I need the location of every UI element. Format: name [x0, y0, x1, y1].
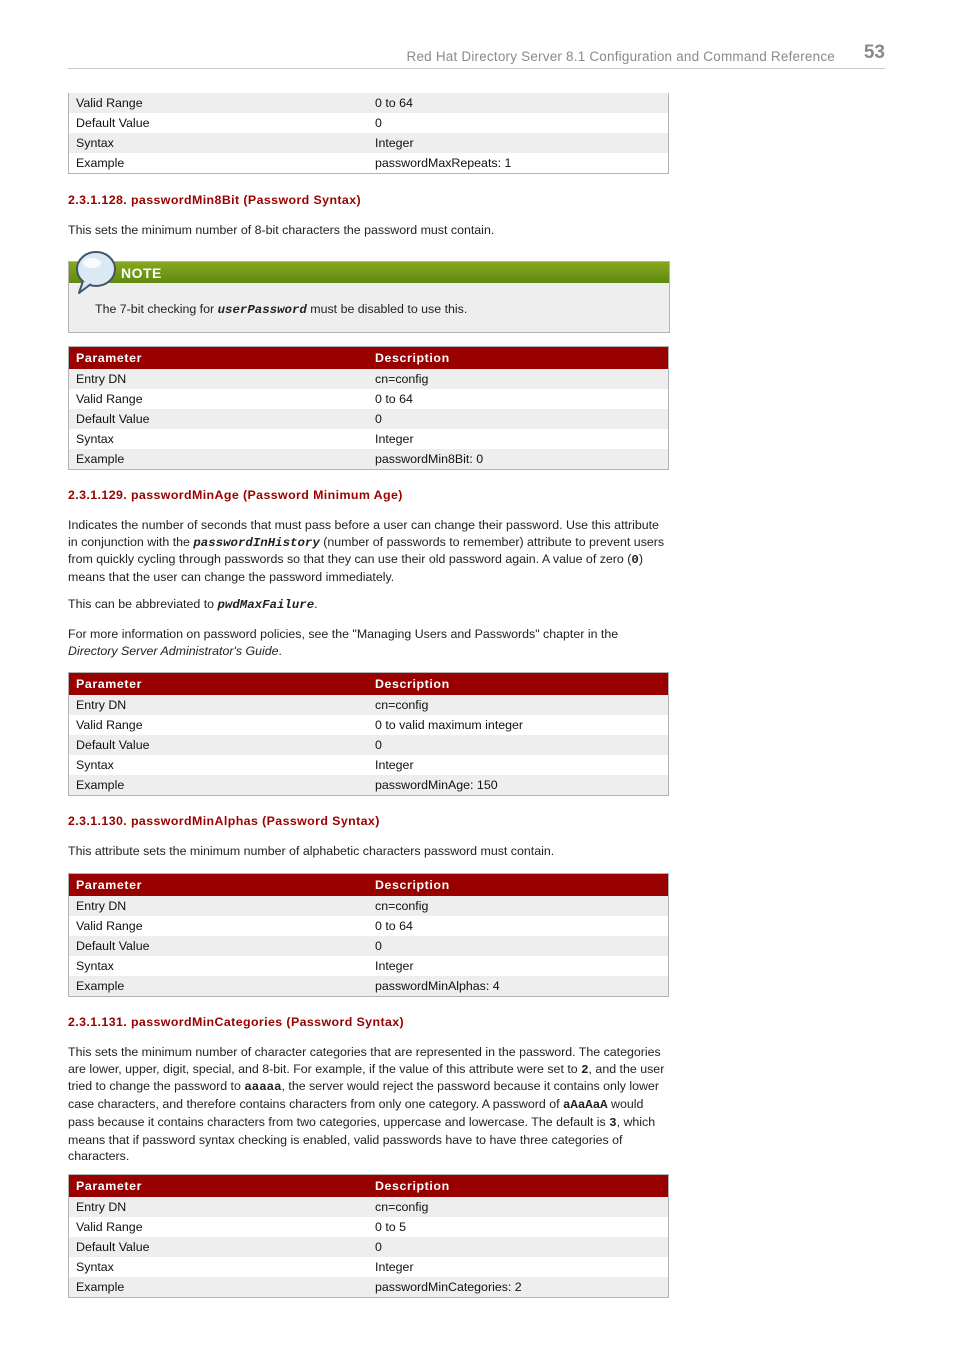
section-heading-passwordminalphas: 2.3.1.130. passwordMinAlphas (Password Syntax): [68, 814, 380, 828]
description-cell: 0 to valid maximum integer: [368, 715, 669, 735]
description-cell: Integer: [368, 133, 669, 153]
parameter-cell: Entry DN: [69, 369, 369, 389]
continued-parameter-table: [68, 93, 669, 174]
section-paragraph: This attribute sets the minimum number of alphabetic characters password must contain.: [68, 844, 555, 858]
description-cell: Integer: [368, 755, 669, 775]
parameter-table-passwordminage: [68, 672, 669, 796]
table-row: [69, 113, 669, 133]
table-row: [69, 715, 669, 735]
table-header-row: [69, 874, 669, 897]
column-header-parameter: Parameter: [69, 347, 369, 370]
note-text: [95, 302, 467, 317]
text-run: This can be abbreviated to: [68, 597, 218, 611]
note-label: NOTE: [121, 265, 162, 281]
table-row: [69, 1197, 669, 1217]
table-row: [69, 775, 669, 796]
description-cell: 0 to 64: [368, 916, 669, 936]
description-cell: 0: [368, 735, 669, 755]
section-heading-passwordmincategories: 2.3.1.131. passwordMinCategories (Password Syntax): [68, 1015, 405, 1029]
description-cell: 0: [368, 409, 669, 429]
section-paragraph: [68, 517, 668, 586]
description-cell: 0 to 64: [368, 93, 669, 113]
parameter-cell: Example: [69, 153, 369, 174]
section-paragraph: [68, 626, 668, 659]
description-cell: Integer: [368, 956, 669, 976]
inline-code: 2: [581, 1062, 589, 1077]
section-paragraph: [68, 596, 668, 614]
text-run: (number of passwords to remember) attribute to prevent users from quickly cycling through passwords so that they can use their old password again. A value of zero (: [68, 534, 665, 567]
table-row: [69, 153, 669, 174]
parameter-cell: Syntax: [69, 755, 369, 775]
page-header: [68, 44, 885, 69]
table-row: [69, 449, 669, 470]
parameter-cell: Syntax: [69, 1257, 369, 1277]
inline-code: passwordInHistory: [193, 535, 320, 550]
section-heading-passwordmin8bit: 2.3.1.128. passwordMin8Bit (Password Syntax): [68, 193, 362, 207]
description-cell: cn=config: [368, 695, 669, 715]
parameter-cell: Entry DN: [69, 896, 369, 916]
description-cell: passwordMinAlphas: 4: [368, 976, 669, 997]
parameter-table-passwordmin8bit: [68, 346, 669, 470]
table-header-row: [69, 673, 669, 696]
inline-code: aaaaa: [244, 1080, 282, 1095]
description-cell: passwordMinCategories: 2: [368, 1277, 669, 1298]
note-text-part: must be disabled to use this.: [306, 302, 468, 316]
description-cell: passwordMaxRepeats: 1: [368, 153, 669, 174]
note-text-part: The 7-bit checking for: [95, 302, 218, 316]
column-header-parameter: Parameter: [69, 874, 369, 897]
parameter-cell: Syntax: [69, 133, 369, 153]
section-paragraph: [68, 1044, 668, 1165]
parameter-cell: Valid Range: [69, 916, 369, 936]
column-header-description: Description: [368, 874, 669, 897]
table-row: [69, 916, 669, 936]
text-run: This sets the minimum number of character categories that are represented in the password. The categories are lower, upper, digit, special, and 8-bit. For example, if the value of this attribute were set to: [68, 1045, 661, 1076]
table-row: [69, 369, 669, 389]
section-heading-passwordminage: 2.3.1.129. passwordMinAge (Password Minimum Age): [68, 488, 403, 502]
text-run: , and the user tried to change the password to: [68, 1061, 665, 1094]
note-admonition: [68, 261, 670, 333]
parameter-cell: Example: [69, 976, 369, 997]
column-header-description: Description: [368, 1175, 669, 1198]
table-row: [69, 1277, 669, 1298]
book-title: Directory Server Administrator's Guide: [68, 643, 279, 658]
description-cell: 0: [368, 1237, 669, 1257]
speech-bubble-icon: [75, 251, 117, 295]
text-run: , which means that if password syntax checking is enabled, valid passwords have to have three categories of characters.: [68, 1114, 656, 1164]
table-row: [69, 695, 669, 715]
column-header-parameter: Parameter: [69, 1175, 369, 1198]
parameter-cell: Default Value: [69, 409, 369, 429]
column-header-parameter: Parameter: [69, 673, 369, 696]
page-number: 53: [863, 42, 885, 63]
inline-code: userPassword: [217, 303, 307, 317]
text-run: ) means that the user can change the password immediately.: [68, 552, 643, 585]
table-row: [69, 896, 669, 916]
description-cell: cn=config: [368, 369, 669, 389]
text-run: Indicates the number of seconds that must pass before a user can change their password. Use this attribute in conjunction with the: [68, 518, 659, 549]
table-row: [69, 1217, 669, 1237]
table-row: [69, 409, 669, 429]
parameter-cell: Default Value: [69, 936, 369, 956]
parameter-cell: Example: [69, 1277, 369, 1298]
section-paragraph: This sets the minimum number of 8-bit characters the password must contain.: [68, 223, 495, 237]
description-cell: 0: [368, 936, 669, 956]
inline-code: 3: [609, 1115, 617, 1130]
parameter-cell: Valid Range: [69, 715, 369, 735]
inline-code: pwdMaxFailure: [217, 598, 315, 612]
running-title: Red Hat Directory Server 8.1 Configuration and Command Reference: [406, 49, 835, 64]
parameter-table-passwordmincategories: [68, 1174, 669, 1298]
parameter-cell: Default Value: [69, 113, 369, 133]
parameter-cell: Valid Range: [69, 1217, 369, 1237]
table-row: [69, 133, 669, 153]
description-cell: passwordMinAge: 150: [368, 775, 669, 796]
parameter-cell: Valid Range: [69, 389, 369, 409]
text-run: For more information on password policies, see the "Managing Users and Passwords" chapter in the: [68, 627, 619, 641]
description-cell: 0 to 5: [368, 1217, 669, 1237]
description-cell: cn=config: [368, 896, 669, 916]
text-run: , the server would reject the password because it contains only lower case characters, and therefore contains characters from only one category. A password of: [68, 1079, 659, 1112]
table-row: [69, 1257, 669, 1277]
text-run: would pass because it contains characters from two categories, uppercase and lowercase. The default is: [68, 1097, 644, 1129]
parameter-cell: Entry DN: [69, 1197, 369, 1217]
table-header-row: [69, 1175, 669, 1198]
parameter-table-passwordminalphas: [68, 873, 669, 997]
description-cell: Integer: [368, 1257, 669, 1277]
description-cell: passwordMin8Bit: 0: [368, 449, 669, 470]
parameter-cell: Default Value: [69, 735, 369, 755]
parameter-cell: Example: [69, 775, 369, 796]
parameter-cell: Valid Range: [69, 93, 369, 113]
table-row: [69, 389, 669, 409]
column-header-description: Description: [368, 347, 669, 370]
table-row: [69, 93, 669, 113]
inline-code: 0: [631, 553, 639, 568]
parameter-cell: Entry DN: [69, 695, 369, 715]
inline-code: aAaAaA: [562, 1098, 608, 1113]
description-cell: 0 to 64: [368, 389, 669, 409]
parameter-cell: Syntax: [69, 429, 369, 449]
parameter-cell: Syntax: [69, 956, 369, 976]
table-row: [69, 936, 669, 956]
table-row: [69, 956, 669, 976]
description-cell: 0: [368, 113, 669, 133]
column-header-description: Description: [368, 673, 669, 696]
parameter-cell: Example: [69, 449, 369, 470]
table-row: [69, 735, 669, 755]
text-run: .: [278, 643, 282, 658]
parameter-cell: Default Value: [69, 1237, 369, 1257]
description-cell: Integer: [368, 429, 669, 449]
description-cell: cn=config: [368, 1197, 669, 1217]
table-row: [69, 976, 669, 997]
table-row: [69, 755, 669, 775]
text-run: .: [314, 597, 318, 611]
table-row: [69, 1237, 669, 1257]
table-row: [69, 429, 669, 449]
table-header-row: [69, 347, 669, 370]
